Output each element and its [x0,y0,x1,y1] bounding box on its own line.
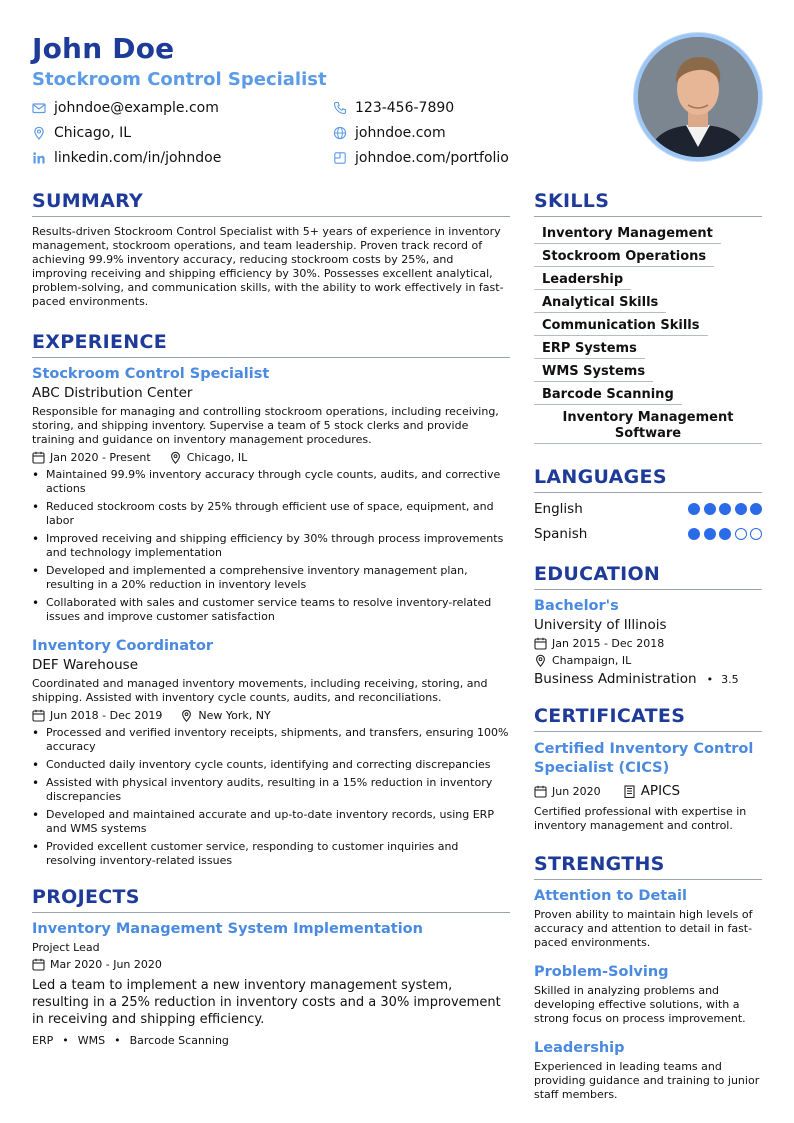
calendar-icon [32,958,45,971]
list-item: • Developed and implemented a comprehensive inventory management plan, resulting in a 20% reduction in inventory levels [32,564,510,592]
job-title: Inventory Coordinator [32,638,214,654]
contact-location [32,125,131,141]
education-dates: Jan 2015 - Dec 2018 [552,637,665,650]
skill-tag: Inventory Management [534,225,721,244]
website-text: johndoe.com [355,125,446,141]
profile-photo [634,33,762,161]
job-meta [32,709,510,722]
job-meta [32,451,510,464]
list-item: • Improved receiving and shipping efficiency by 30% through process improvements and technology implementation [32,532,510,560]
strength-entry [534,888,762,950]
education-gpa: 3.5 [721,673,739,686]
list-item: • Assisted with physical inventory audits, resulting in a 15% reduction in inventory discrepancies [32,776,510,804]
certificate-meta [534,783,762,799]
email-text: johndoe@example.com [54,100,219,116]
level-dot-filled [719,503,731,515]
level-dot-filled [719,528,731,540]
contact-email[interactable] [32,100,219,116]
skill-tag: WMS Systems [534,363,653,382]
skill-tag: Inventory Management Software [534,409,762,444]
location-pin-icon [169,451,182,464]
language-row [534,524,762,543]
project-title: Inventory Management System Implementation [32,921,423,937]
location-pin-icon [32,126,46,140]
calendar-icon [534,785,547,798]
strength-title: Problem-Solving [534,964,669,980]
education-heading: EDUCATION [534,563,762,590]
languages-heading: LANGUAGES [534,466,762,493]
portfolio-text: johndoe.com/portfolio [355,150,509,166]
education-school: University of Illinois [534,617,667,633]
skills-list [534,225,762,448]
job-achievements [32,468,510,624]
strength-title: Attention to Detail [534,888,687,904]
job-location: New York, NY [198,709,271,722]
contact-phone[interactable] [333,100,454,116]
level-dot-filled [704,503,716,515]
level-dot-filled [750,503,762,515]
education-dates-row [534,637,762,650]
strength-title: Leadership [534,1040,625,1056]
job-title: Stockroom Control Specialist [32,366,270,382]
tag-separator: • [114,1034,121,1047]
skill-tag: Stockroom Operations [534,248,714,267]
contact-linkedin[interactable] [32,150,221,166]
skills-heading: SKILLS [534,190,762,217]
linkedin-text: linkedin.com/in/johndoe [54,150,222,166]
job-location: Chicago, IL [186,451,248,464]
job-description: Coordinated and managed inventory movements, including receiving, storing, and shipping. Assisted with inventory cycle counts, audits, and reconciliations. [32,677,488,704]
level-dot-empty [750,528,762,540]
globe-icon [333,126,347,140]
mail-icon [32,101,46,115]
tag-separator: • [62,1034,69,1047]
job-entry [32,638,510,868]
calendar-icon [32,709,45,722]
phone-icon [333,101,347,115]
project-tag: ERP [32,1034,54,1047]
certificate-title: Certified Inventory Control Specialist (CICS) [534,741,754,776]
strength-description: Proven ability to maintain high levels of accuracy and attention to detail in fast-paced environments. [534,908,753,949]
location-pin-icon [180,709,193,722]
list-item: • Developed and maintained accurate and up-to-date inventory records, using ERP and WMS systems [32,808,510,836]
language-level [685,528,763,540]
left-column [32,190,510,1047]
project-meta [32,958,510,971]
certificate-description: Certified professional with expertise in inventory management and control. [534,805,747,832]
level-dot-empty [735,528,747,540]
education-degree: Bachelor's [534,598,619,614]
job-achievements [32,726,510,868]
list-item: • Provided excellent customer service, responding to customer inquiries and resolving inventory-related issues [32,840,510,868]
skill-tag: Analytical Skills [534,294,666,313]
project-tag: Barcode Scanning [129,1034,229,1047]
candidate-title: Stockroom Control Specialist [32,69,327,90]
job-entry [32,366,510,624]
strength-entry [534,964,762,1026]
certificates-heading: CERTIFICATES [534,705,762,732]
experience-heading: EXPERIENCE [32,331,510,358]
project-tags [32,1034,510,1047]
education-field: Business Administration [534,671,697,687]
phone-text: 123-456-7890 [355,100,455,116]
right-column [534,190,762,1102]
level-dot-filled [735,503,747,515]
education-location-row [534,654,762,667]
location-text: Chicago, IL [54,125,132,141]
job-company: DEF Warehouse [32,657,139,673]
list-item: • Reduced stockroom costs by 25% through efficient use of space, equipment, and labor [32,500,510,528]
linkedin-icon [32,151,46,165]
field-separator: • [706,673,714,686]
job-dates: Jun 2018 - Dec 2019 [50,709,163,722]
level-dot-filled [688,503,700,515]
contact-portfolio[interactable] [333,150,509,166]
skill-tag: Leadership [534,271,631,290]
strength-description: Skilled in analyzing problems and developing effective solutions, with a strong focus on process improvement. [534,984,746,1025]
certificate-entry [534,740,762,833]
language-name: Spanish [534,525,588,542]
level-dot-filled [688,528,700,540]
contact-website[interactable] [333,125,446,141]
list-item: • Maintained 99.9% inventory accuracy through cycle counts, audits, and corrective actions [32,468,510,496]
job-dates: Jan 2020 - Present [50,451,151,464]
language-row [534,499,762,518]
project-role: Project Lead [32,941,100,954]
project-tag: WMS [77,1034,106,1047]
project-description: Led a team to implement a new inventory management system, resulting in a 25% reduction in inventory costs and a 30% improvement in receiving and shipping efficiency. [32,978,501,1027]
calendar-icon [32,451,45,464]
portfolio-icon [333,151,347,165]
skill-tag: ERP Systems [534,340,645,359]
summary-heading: SUMMARY [32,190,510,217]
certificate-date: Jun 2020 [552,784,601,798]
education-entry [534,598,762,687]
calendar-icon [534,637,547,650]
certificate-issuer: APICS [640,783,681,799]
strength-description: Experienced in leading teams and providing guidance and training to junior staff members. [534,1060,760,1101]
list-item: • Processed and verified inventory receipts, shipments, and transfers, ensuring 100% accuracy [32,726,510,754]
education-location: Champaign, IL [552,654,632,667]
projects-heading: PROJECTS [32,886,510,913]
language-level [685,503,763,515]
language-name: English [534,500,583,517]
job-company: ABC Distribution Center [32,385,193,401]
level-dot-filled [704,528,716,540]
summary-text: Results-driven Stockroom Control Specialist with 5+ years of experience in inventory management, stockroom operations, and team leadership. Proven track record of achieving 99.9% inventory accuracy, reducing stockroom costs by 25%, and improving receiving and shipping efficiency by 30%. Possesses excellent analytical, problem-solving, and communication skills, with the ability to work effectively in fast-paced environments. [32,225,504,308]
location-pin-icon [534,654,547,667]
skill-tag: Barcode Scanning [534,386,682,405]
institution-icon [623,785,636,798]
education-field-row [534,671,762,687]
list-item: • Conducted daily inventory cycle counts, identifying and correcting discrepancies [32,758,510,772]
strengths-heading: STRENGTHS [534,853,762,880]
candidate-name: John Doe [32,32,175,65]
list-item: • Collaborated with sales and customer service teams to resolve inventory-related issues and improve customer satisfaction [32,596,510,624]
job-description: Responsible for managing and controlling stockroom operations, including receiving, storing, and shipping inventory. Supervise a team of 5 stock clerks and provide training and guidance on inventory management procedures. [32,405,499,446]
project-entry [32,921,510,1047]
skill-tag: Communication Skills [534,317,708,336]
strength-entry [534,1040,762,1102]
project-dates: Mar 2020 - Jun 2020 [50,958,162,971]
